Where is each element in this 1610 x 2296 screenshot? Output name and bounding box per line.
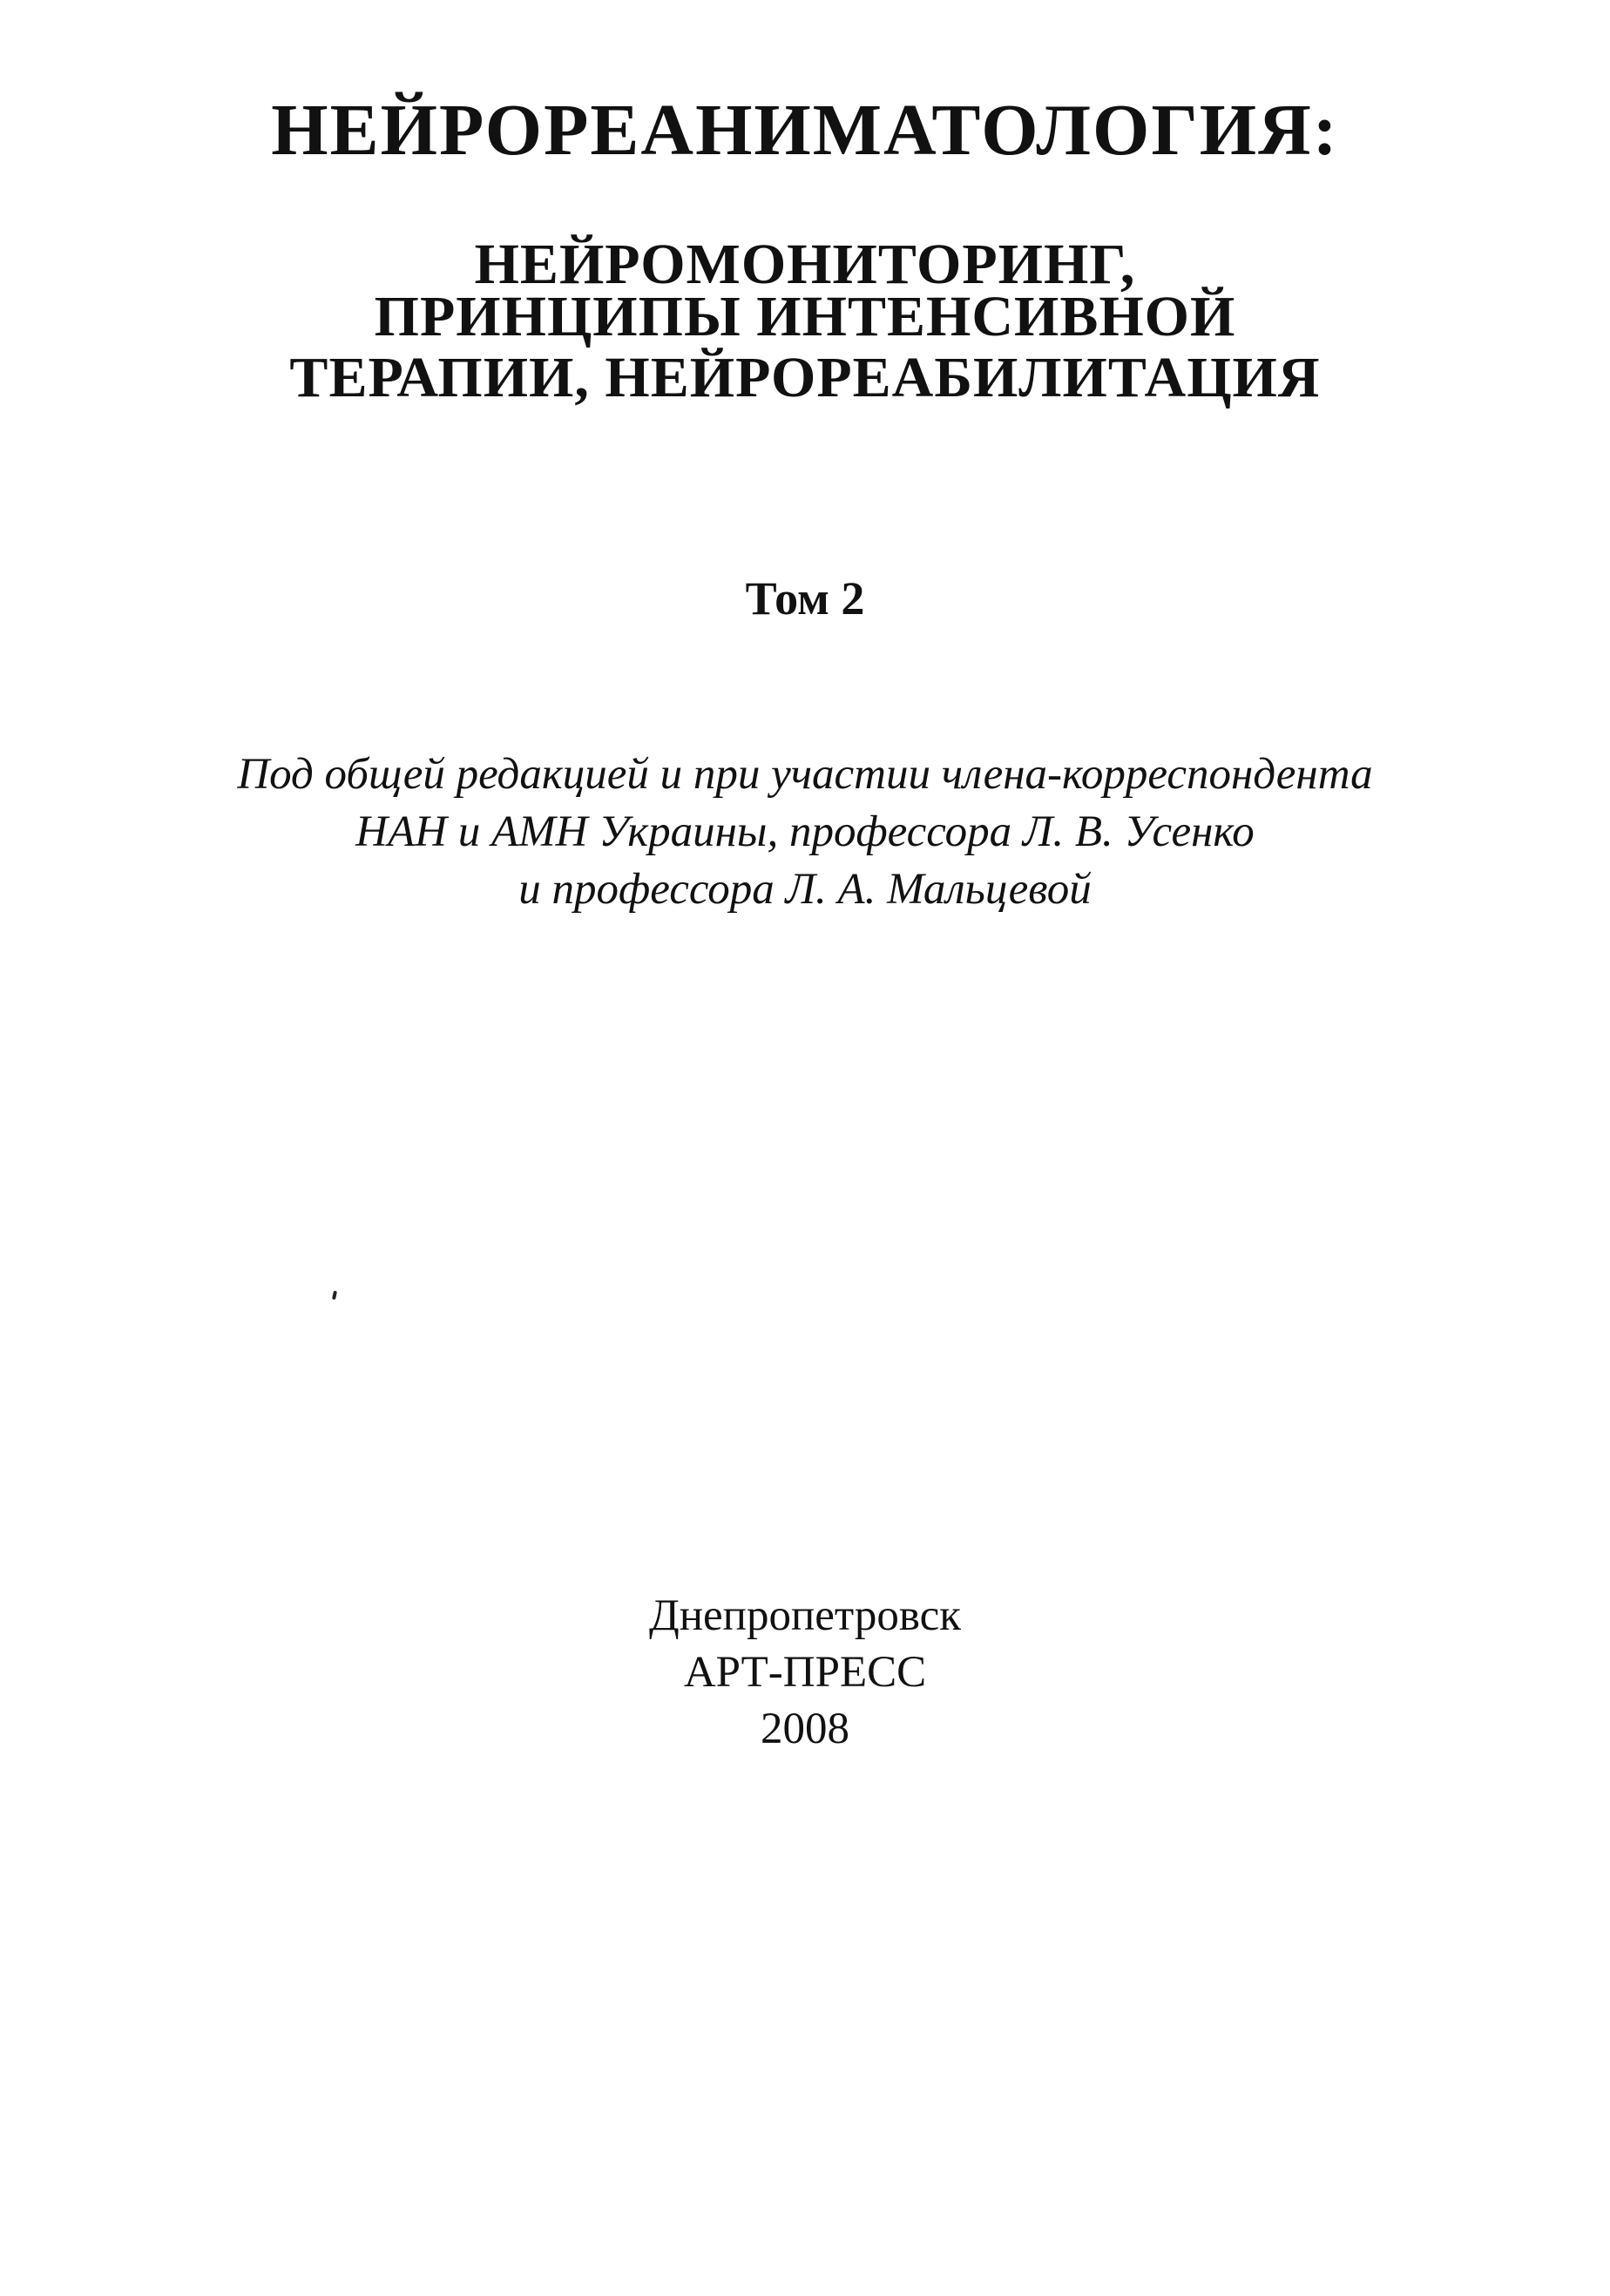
imprint-year: 2008 — [761, 1705, 849, 1753]
editorship-line-3: и профессора Л. А. Мальцевой — [518, 865, 1092, 914]
main-title: НЕЙРОРЕАНИМАТОЛОГИЯ: — [271, 90, 1339, 171]
volume-label: Том 2 — [745, 572, 865, 625]
subtitle-line-3: ТЕРАПИИ, НЕЙРОРЕАБИЛИТАЦИЯ — [289, 346, 1321, 409]
imprint-city: Днепропетровск — [648, 1591, 962, 1640]
editorship-line-1: Под общей редакцией и при участии члена-корреспондента — [237, 750, 1373, 799]
editorship-line-2: НАН и АМН Украины, профессора Л. В. Усенко — [355, 807, 1255, 856]
scan-speck — [332, 1291, 337, 1300]
subtitle-line-1: НЕЙРОМОНИТОРИНГ, — [474, 233, 1136, 296]
subtitle-line-2: ПРИНЦИПЫ ИНТЕНСИВНОЙ — [374, 285, 1236, 348]
imprint-publisher: АРТ-ПРЕСС — [683, 1648, 927, 1697]
